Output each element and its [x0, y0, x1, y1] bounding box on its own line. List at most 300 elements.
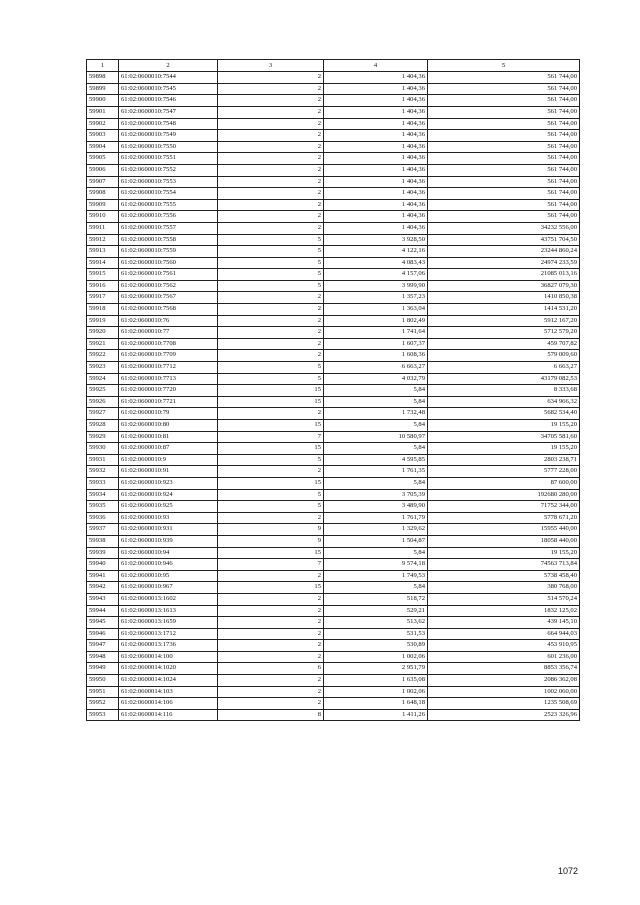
row-number-cell: 59925 — [87, 385, 119, 397]
cadastral-number-cell: 61:02:0600010:81 — [119, 431, 218, 443]
cadastral-number-cell: 61:02:0600010:7547 — [119, 106, 218, 118]
cadastral-number-cell: 61:02:0600010:7557 — [119, 222, 218, 234]
specific-value-cell: 3 489,90 — [324, 501, 428, 513]
cadastral-value-cell: 2523 326,96 — [428, 709, 580, 721]
cadastral-value-cell: 71752 344,00 — [428, 501, 580, 513]
row-number-cell: 59937 — [87, 524, 119, 536]
cadastral-value-cell: 601 236,00 — [428, 651, 580, 663]
cadastral-number-cell: 61:02:0600010:7567 — [119, 292, 218, 304]
specific-value-cell: 1 404,36 — [324, 141, 428, 153]
table-row — [87, 130, 580, 142]
cadastral-value-cell: 664 944,03 — [428, 628, 580, 640]
row-number-cell: 59921 — [87, 338, 119, 350]
cadastral-value-cell: 19 155,20 — [428, 547, 580, 559]
group-code-cell: 2 — [218, 466, 324, 478]
group-code-cell: 2 — [218, 338, 324, 350]
cadastral-value-cell: 514 570,24 — [428, 593, 580, 605]
group-code-cell: 15 — [218, 420, 324, 432]
cadastral-number-cell: 61:02:0600014:1020 — [119, 663, 218, 675]
row-number-cell: 59931 — [87, 454, 119, 466]
column-header-3: 3 — [218, 60, 324, 72]
table-row — [87, 362, 580, 374]
cadastral-value-cell: 561 744,00 — [428, 141, 580, 153]
group-code-cell: 2 — [218, 118, 324, 130]
cadastral-value-cell: 5682 534,40 — [428, 408, 580, 420]
table-row — [87, 338, 580, 350]
table-row — [87, 315, 580, 327]
specific-value-cell: 1 802,49 — [324, 315, 428, 327]
specific-value-cell: 5,84 — [324, 385, 428, 397]
row-number-cell: 59941 — [87, 570, 119, 582]
specific-value-cell: 5,84 — [324, 443, 428, 455]
row-number-cell: 59950 — [87, 675, 119, 687]
cadastral-number-cell: 61:02:0600010:93 — [119, 512, 218, 524]
group-code-cell: 5 — [218, 246, 324, 258]
cadastral-number-cell: 61:02:0600010:77 — [119, 327, 218, 339]
cadastral-value-cell: 5778 671,20 — [428, 512, 580, 524]
cadastral-number-cell: 61:02:0600013:1736 — [119, 640, 218, 652]
cadastral-number-cell: 61:02:0600010:95 — [119, 570, 218, 582]
cadastral-value-cell: 2086 362,08 — [428, 675, 580, 687]
row-number-cell: 59902 — [87, 118, 119, 130]
specific-value-cell: 1 329,62 — [324, 524, 428, 536]
row-number-cell: 59908 — [87, 188, 119, 200]
cadastral-number-cell: 61:02:0600010:7558 — [119, 234, 218, 246]
cadastral-value-cell: 453 910,95 — [428, 640, 580, 652]
table-header-row — [87, 60, 580, 72]
cadastral-number-cell: 61:02:0600010:925 — [119, 501, 218, 513]
specific-value-cell: 530,89 — [324, 640, 428, 652]
cadastral-number-cell: 61:02:0600010:7559 — [119, 246, 218, 258]
cadastral-number-cell: 61:02:0600010:7720 — [119, 385, 218, 397]
row-number-cell: 59939 — [87, 547, 119, 559]
cadastral-number-cell: 61:02:0600013:1602 — [119, 593, 218, 605]
specific-value-cell: 9 574,18 — [324, 559, 428, 571]
row-number-cell: 59901 — [87, 106, 119, 118]
cadastral-number-cell: 61:02:0600010:946 — [119, 559, 218, 571]
specific-value-cell: 1 404,36 — [324, 72, 428, 84]
row-number-cell: 59903 — [87, 130, 119, 142]
cadastral-value-cell: 561 744,00 — [428, 106, 580, 118]
group-code-cell: 2 — [218, 408, 324, 420]
cadastral-number-cell: 61:02:0600010:7712 — [119, 362, 218, 374]
cadastral-value-cell: 579 009,60 — [428, 350, 580, 362]
group-code-cell: 15 — [218, 385, 324, 397]
specific-value-cell: 1 404,36 — [324, 188, 428, 200]
group-code-cell: 2 — [218, 72, 324, 84]
group-code-cell: 2 — [218, 327, 324, 339]
cadastral-number-cell: 61:02:0600010:967 — [119, 582, 218, 594]
cadastral-value-cell: 87 600,00 — [428, 477, 580, 489]
row-number-cell: 59938 — [87, 535, 119, 547]
row-number-cell: 59945 — [87, 617, 119, 629]
table-row — [87, 535, 580, 547]
table-row — [87, 651, 580, 663]
table-row — [87, 176, 580, 188]
specific-value-cell: 3 928,50 — [324, 234, 428, 246]
group-code-cell: 5 — [218, 501, 324, 513]
cadastral-value-cell: 561 744,00 — [428, 164, 580, 176]
cadastral-number-cell: 61:02:0600013:1659 — [119, 617, 218, 629]
specific-value-cell: 1 741,64 — [324, 327, 428, 339]
table-row — [87, 477, 580, 489]
group-code-cell: 2 — [218, 605, 324, 617]
cadastral-value-cell: 561 744,00 — [428, 130, 580, 142]
table-row — [87, 582, 580, 594]
cadastral-number-cell: 61:02:0600014:1024 — [119, 675, 218, 687]
row-number-cell: 59926 — [87, 396, 119, 408]
table-row — [87, 675, 580, 687]
group-code-cell: 15 — [218, 547, 324, 559]
cadastral-number-cell: 61:02:0600010:7545 — [119, 83, 218, 95]
cadastral-value-cell: 15955 440,00 — [428, 524, 580, 536]
group-code-cell: 15 — [218, 477, 324, 489]
table-row — [87, 246, 580, 258]
row-number-cell: 59932 — [87, 466, 119, 478]
cadastral-value-cell: 5712 579,20 — [428, 327, 580, 339]
specific-value-cell: 1 608,36 — [324, 350, 428, 362]
row-number-cell: 59909 — [87, 199, 119, 211]
specific-value-cell: 529,21 — [324, 605, 428, 617]
table-row — [87, 304, 580, 316]
table-row — [87, 501, 580, 513]
cadastral-number-cell: 61:02:0600010:79 — [119, 408, 218, 420]
table-row — [87, 617, 580, 629]
row-number-cell: 59934 — [87, 489, 119, 501]
specific-value-cell: 3 999,90 — [324, 280, 428, 292]
row-number-cell: 59927 — [87, 408, 119, 420]
group-code-cell: 5 — [218, 362, 324, 374]
cadastral-number-cell: 61:02:0600010:7546 — [119, 95, 218, 107]
group-code-cell: 15 — [218, 582, 324, 594]
table-row — [87, 350, 580, 362]
specific-value-cell: 1 648,18 — [324, 698, 428, 710]
cadastral-value-cell: 6 663,27 — [428, 362, 580, 374]
cadastral-number-cell: 61:02:0600014:116 — [119, 709, 218, 721]
cadastral-number-cell: 61:02:0600010:80 — [119, 420, 218, 432]
group-code-cell: 2 — [218, 628, 324, 640]
cadastral-value-cell: 2803 238,71 — [428, 454, 580, 466]
specific-value-cell: 4 157,06 — [324, 269, 428, 281]
group-code-cell: 6 — [218, 663, 324, 675]
row-number-cell: 59942 — [87, 582, 119, 594]
table-row — [87, 628, 580, 640]
row-number-cell: 59952 — [87, 698, 119, 710]
row-number-cell: 59900 — [87, 95, 119, 107]
table-row — [87, 280, 580, 292]
group-code-cell: 2 — [218, 211, 324, 223]
specific-value-cell: 4 595,85 — [324, 454, 428, 466]
cadastral-value-cell: 380 768,00 — [428, 582, 580, 594]
row-number-cell: 59911 — [87, 222, 119, 234]
specific-value-cell: 4 122,16 — [324, 246, 428, 258]
specific-value-cell: 3 705,39 — [324, 489, 428, 501]
cadastral-number-cell: 61:02:0600010:7556 — [119, 211, 218, 223]
row-number-cell: 59949 — [87, 663, 119, 675]
specific-value-cell: 6 663,27 — [324, 362, 428, 374]
cadastral-value-cell: 1235 508,69 — [428, 698, 580, 710]
group-code-cell: 8 — [218, 709, 324, 721]
cadastral-value-cell: 19 155,20 — [428, 420, 580, 432]
row-number-cell: 59919 — [87, 315, 119, 327]
row-number-cell: 59947 — [87, 640, 119, 652]
row-number-cell: 59929 — [87, 431, 119, 443]
row-number-cell: 59922 — [87, 350, 119, 362]
cadastral-value-cell: 439 145,10 — [428, 617, 580, 629]
table-row — [87, 454, 580, 466]
table-row — [87, 547, 580, 559]
specific-value-cell: 1 404,36 — [324, 222, 428, 234]
specific-value-cell: 1 363,04 — [324, 304, 428, 316]
row-number-cell: 59907 — [87, 176, 119, 188]
table-row — [87, 443, 580, 455]
cadastral-number-cell: 61:02:0600014:106 — [119, 698, 218, 710]
row-number-cell: 59917 — [87, 292, 119, 304]
group-code-cell: 2 — [218, 130, 324, 142]
row-number-cell: 59906 — [87, 164, 119, 176]
table-row — [87, 489, 580, 501]
row-number-cell: 59940 — [87, 559, 119, 571]
cadastral-value-cell: 5912 167,20 — [428, 315, 580, 327]
row-number-cell: 59899 — [87, 83, 119, 95]
specific-value-cell: 1 404,36 — [324, 176, 428, 188]
specific-value-cell: 1 002,06 — [324, 686, 428, 698]
cadastral-number-cell: 61:02:0600010:7709 — [119, 350, 218, 362]
column-header-4: 4 — [324, 60, 428, 72]
column-header-1: 1 — [87, 60, 119, 72]
specific-value-cell: 1 411,26 — [324, 709, 428, 721]
specific-value-cell: 1 749,53 — [324, 570, 428, 582]
row-number-cell: 59953 — [87, 709, 119, 721]
table-row — [87, 164, 580, 176]
row-number-cell: 59944 — [87, 605, 119, 617]
cadastral-number-cell: 61:02:0600010:7561 — [119, 269, 218, 281]
group-code-cell: 2 — [218, 686, 324, 698]
cadastral-value-cell: 21085 013,16 — [428, 269, 580, 281]
group-code-cell: 2 — [218, 95, 324, 107]
cadastral-value-cell: 34232 556,00 — [428, 222, 580, 234]
row-number-cell: 59930 — [87, 443, 119, 455]
table-row — [87, 83, 580, 95]
specific-value-cell: 5,84 — [324, 477, 428, 489]
specific-value-cell: 531,53 — [324, 628, 428, 640]
specific-value-cell: 1 761,35 — [324, 466, 428, 478]
cadastral-number-cell: 61:02:0600010:7551 — [119, 153, 218, 165]
table-row — [87, 420, 580, 432]
table-body — [87, 72, 580, 721]
row-number-cell: 59918 — [87, 304, 119, 316]
group-code-cell: 2 — [218, 176, 324, 188]
group-code-cell: 2 — [218, 199, 324, 211]
specific-value-cell: 1 404,36 — [324, 199, 428, 211]
group-code-cell: 5 — [218, 257, 324, 269]
cadastral-value-cell: 36827 079,30 — [428, 280, 580, 292]
group-code-cell: 2 — [218, 570, 324, 582]
group-code-cell: 2 — [218, 675, 324, 687]
cadastral-number-cell: 61:02:0600010:7708 — [119, 338, 218, 350]
group-code-cell: 2 — [218, 106, 324, 118]
group-code-cell: 15 — [218, 396, 324, 408]
group-code-cell: 5 — [218, 373, 324, 385]
table-row — [87, 605, 580, 617]
cadastral-value-cell: 561 744,00 — [428, 83, 580, 95]
cadastral-number-cell: 61:02:0600010:939 — [119, 535, 218, 547]
row-number-cell: 59916 — [87, 280, 119, 292]
row-number-cell: 59948 — [87, 651, 119, 663]
row-number-cell: 59946 — [87, 628, 119, 640]
table-row — [87, 72, 580, 84]
group-code-cell: 2 — [218, 141, 324, 153]
cadastral-number-cell: 61:02:0600010:76 — [119, 315, 218, 327]
group-code-cell: 5 — [218, 234, 324, 246]
row-number-cell: 59928 — [87, 420, 119, 432]
table-row — [87, 663, 580, 675]
specific-value-cell: 2 951,79 — [324, 663, 428, 675]
table-row — [87, 327, 580, 339]
cadastral-number-cell: 61:02:0600013:1712 — [119, 628, 218, 640]
table-row — [87, 95, 580, 107]
group-code-cell: 7 — [218, 431, 324, 443]
specific-value-cell: 1 404,36 — [324, 130, 428, 142]
cadastral-number-cell: 61:02:0600010:7552 — [119, 164, 218, 176]
table-row — [87, 269, 580, 281]
cadastral-value-cell: 634 966,32 — [428, 396, 580, 408]
column-header-5: 5 — [428, 60, 580, 72]
group-code-cell: 15 — [218, 443, 324, 455]
cadastral-number-cell: 61:02:0600010:87 — [119, 443, 218, 455]
table-row — [87, 141, 580, 153]
table-row — [87, 466, 580, 478]
group-code-cell: 2 — [218, 188, 324, 200]
group-code-cell: 2 — [218, 153, 324, 165]
page-number: 1072 — [558, 866, 579, 876]
group-code-cell: 2 — [218, 315, 324, 327]
specific-value-cell: 4 083,43 — [324, 257, 428, 269]
cadastral-value-cell: 19 155,20 — [428, 443, 580, 455]
cadastral-number-cell: 61:02:0600010:7555 — [119, 199, 218, 211]
cadastral-value-cell: 8853 356,74 — [428, 663, 580, 675]
specific-value-cell: 4 032,79 — [324, 373, 428, 385]
table-row — [87, 686, 580, 698]
group-code-cell: 2 — [218, 164, 324, 176]
row-number-cell: 59913 — [87, 246, 119, 258]
cadastral-number-cell: 61:02:0600013:1613 — [119, 605, 218, 617]
cadastral-number-cell: 61:02:0600010:931 — [119, 524, 218, 536]
row-number-cell: 59943 — [87, 593, 119, 605]
group-code-cell: 9 — [218, 535, 324, 547]
row-number-cell: 59924 — [87, 373, 119, 385]
row-number-cell: 59914 — [87, 257, 119, 269]
cadastral-value-cell: 5738 458,40 — [428, 570, 580, 582]
specific-value-cell: 1 404,36 — [324, 211, 428, 223]
group-code-cell: 2 — [218, 640, 324, 652]
group-code-cell: 5 — [218, 489, 324, 501]
cadastral-value-cell: 561 744,00 — [428, 118, 580, 130]
specific-value-cell: 1 404,36 — [324, 83, 428, 95]
table-row — [87, 396, 580, 408]
row-number-cell: 59936 — [87, 512, 119, 524]
cadastral-number-cell: 61:02:0600010:7548 — [119, 118, 218, 130]
specific-value-cell: 1 761,79 — [324, 512, 428, 524]
group-code-cell: 2 — [218, 304, 324, 316]
specific-value-cell: 1 404,36 — [324, 95, 428, 107]
cadastral-number-cell: 61:02:0600010:7554 — [119, 188, 218, 200]
table-row — [87, 431, 580, 443]
cadastral-number-cell: 61:02:0600010:923 — [119, 477, 218, 489]
column-header-2: 2 — [119, 60, 218, 72]
specific-value-cell: 1 357,23 — [324, 292, 428, 304]
specific-value-cell: 513,62 — [324, 617, 428, 629]
row-number-cell: 59904 — [87, 141, 119, 153]
row-number-cell: 59912 — [87, 234, 119, 246]
cadastral-value-cell: 1414 531,20 — [428, 304, 580, 316]
cadastral-number-cell: 61:02:0600010:7568 — [119, 304, 218, 316]
cadastral-value-cell: 561 744,00 — [428, 199, 580, 211]
table-row — [87, 385, 580, 397]
cadastral-value-cell: 43179 082,53 — [428, 373, 580, 385]
specific-value-cell: 1 504,87 — [324, 535, 428, 547]
group-code-cell: 2 — [218, 698, 324, 710]
specific-value-cell: 1 607,37 — [324, 338, 428, 350]
row-number-cell: 59910 — [87, 211, 119, 223]
table-row — [87, 118, 580, 130]
cadastral-value-cell: 561 744,00 — [428, 95, 580, 107]
cadastral-number-cell: 61:02:0600014:103 — [119, 686, 218, 698]
table-row — [87, 153, 580, 165]
row-number-cell: 59915 — [87, 269, 119, 281]
cadastral-value-cell: 8 333,68 — [428, 385, 580, 397]
table-row — [87, 373, 580, 385]
cadastral-number-cell: 61:02:0600010:7549 — [119, 130, 218, 142]
group-code-cell: 9 — [218, 524, 324, 536]
table-row — [87, 199, 580, 211]
group-code-cell: 2 — [218, 617, 324, 629]
specific-value-cell: 1 404,36 — [324, 153, 428, 165]
group-code-cell: 7 — [218, 559, 324, 571]
group-code-cell: 2 — [218, 651, 324, 663]
table-row — [87, 408, 580, 420]
group-code-cell: 5 — [218, 280, 324, 292]
cadastral-value-cell: 459 707,82 — [428, 338, 580, 350]
specific-value-cell: 10 580,97 — [324, 431, 428, 443]
table-row — [87, 640, 580, 652]
cadastral-value-cell: 74563 713,84 — [428, 559, 580, 571]
specific-value-cell: 1 404,36 — [324, 164, 428, 176]
cadastral-number-cell: 61:02:0600010:91 — [119, 466, 218, 478]
table-row — [87, 292, 580, 304]
specific-value-cell: 5,84 — [324, 396, 428, 408]
cadastral-value-cell: 561 744,00 — [428, 176, 580, 188]
row-number-cell: 59923 — [87, 362, 119, 374]
row-number-cell: 59920 — [87, 327, 119, 339]
group-code-cell: 2 — [218, 512, 324, 524]
table-row — [87, 512, 580, 524]
table-row — [87, 211, 580, 223]
group-code-cell: 2 — [218, 350, 324, 362]
registry-table — [86, 59, 580, 721]
row-number-cell: 59898 — [87, 72, 119, 84]
cadastral-value-cell: 561 744,00 — [428, 188, 580, 200]
specific-value-cell: 1 404,36 — [324, 118, 428, 130]
cadastral-value-cell: 1832 125,02 — [428, 605, 580, 617]
table-row — [87, 257, 580, 269]
table-row — [87, 698, 580, 710]
specific-value-cell: 518,72 — [324, 593, 428, 605]
cadastral-number-cell: 61:02:0600010:7550 — [119, 141, 218, 153]
cadastral-value-cell: 23244 860,24 — [428, 246, 580, 258]
cadastral-value-cell: 5777 228,00 — [428, 466, 580, 478]
row-number-cell: 59935 — [87, 501, 119, 513]
